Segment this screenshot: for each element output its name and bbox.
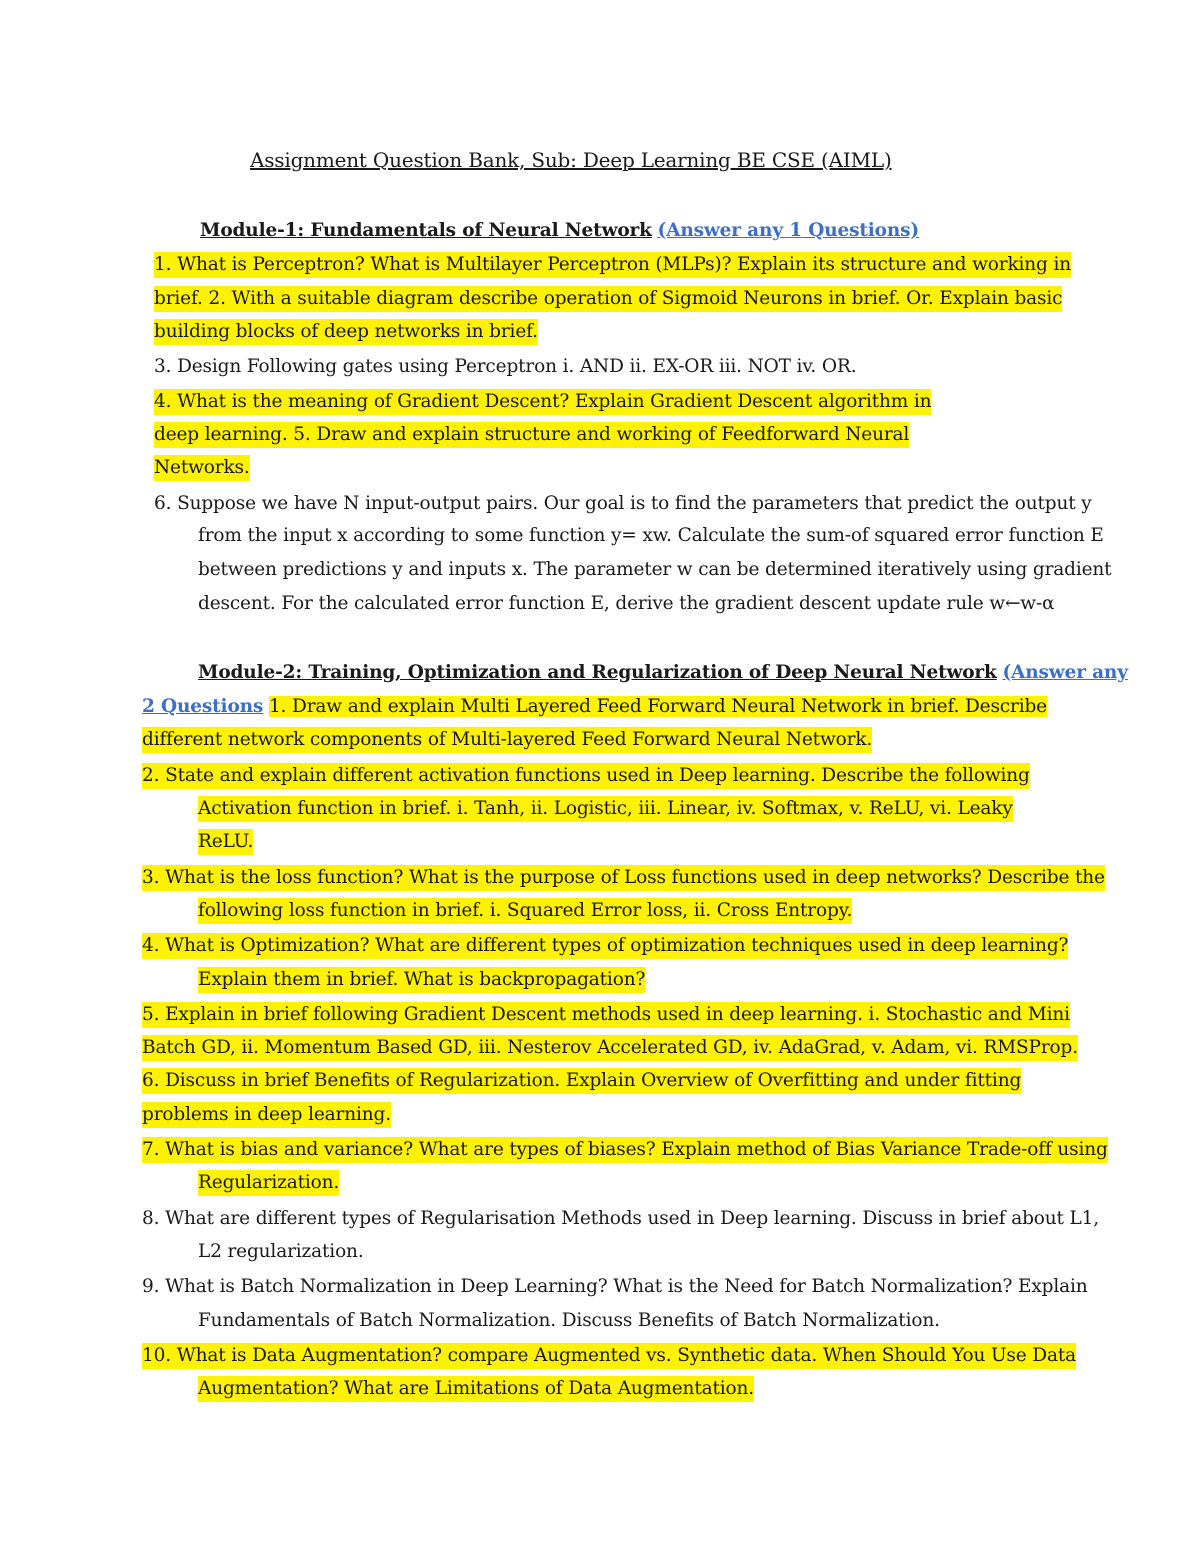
m2-line-11: Batch GD, ii. Momentum Based GD, iii. Nesterov Accelerated GD, iv. AdaGrad, v. Adam, vi. RMSProp. — [142, 1035, 1078, 1061]
module2-instruction-a: (Answer any — [1002, 662, 1128, 683]
m1-line-10: between predictions y and inputs x. The parameter w can be determined iteratively using gradient — [198, 559, 1112, 580]
m1-line-8: 6. Suppose we have N input-output pairs. Our goal is to find the parameters that predict the output y — [154, 493, 1092, 514]
m2-line-15: Regularization. — [198, 1170, 339, 1196]
m2-line-1: 1. Draw and explain Multi Layered Feed Forward Neural Network in brief. Describe — [268, 696, 1047, 717]
m2-line-5: ReLU. — [198, 829, 253, 855]
m2-line-4: Activation function in brief. i. Tanh, ii. Logistic, iii. Linear, iv. Softmax, v. ReLU, vi. Leaky — [198, 796, 1013, 822]
module2-heading-row — [198, 660, 1128, 686]
m2-line-14: 7. What is bias and variance? What are types of biases? Explain method of Bias Variance Trade-off using — [142, 1137, 1108, 1163]
m2-line-13: problems in deep learning. — [142, 1102, 391, 1128]
m2-line-2: different network components of Multi-layered Feed Forward Neural Network. — [142, 727, 872, 753]
m1-line-1: 1. What is Perceptron? What is Multilayer Perceptron (MLPs)? Explain its structure and working in — [154, 252, 1071, 278]
m1-line-6: deep learning. 5. Draw and explain structure and working of Feedforward Neural — [154, 422, 909, 448]
module1-heading: Module-1: Fundamentals of Neural Network — [200, 220, 652, 241]
m2-line-10: 5. Explain in brief following Gradient Descent methods used in deep learning. i. Stochastic and Mini — [142, 1002, 1070, 1028]
m1-line-9: from the input x according to some function y= xw. Calculate the sum-of squared error function E — [198, 525, 1104, 546]
m2-line-3: 2. State and explain different activation functions used in Deep learning. Describe the following — [142, 763, 1030, 789]
m1-line-7: Networks. — [154, 455, 250, 481]
page-title: Assignment Question Bank, Sub: Deep Learning BE CSE (AIML) — [250, 148, 892, 172]
m2-line-20: 10. What is Data Augmentation? compare Augmented vs. Synthetic data. When Should You Use Data — [142, 1343, 1076, 1369]
m2-line-12: 6. Discuss in brief Benefits of Regularization. Explain Overview of Overfitting and under fitting — [142, 1068, 1021, 1094]
m2-line-19: Fundamentals of Batch Normalization. Discuss Benefits of Batch Normalization. — [198, 1310, 940, 1331]
module1-heading-row — [200, 218, 919, 244]
m2-line-7: following loss function in brief. i. Squared Error loss, ii. Cross Entropy. — [198, 898, 852, 924]
m2-line-21: Augmentation? What are Limitations of Data Augmentation. — [198, 1376, 754, 1402]
module2-heading: Module-2: Training, Optimization and Regularization of Deep Neural Network — [198, 662, 997, 683]
m2-line-16: 8. What are different types of Regularisation Methods used in Deep learning. Discuss in brief about L1, — [142, 1208, 1100, 1229]
m1-line-4: 3. Design Following gates using Perceptron i. AND ii. EX-OR iii. NOT iv. OR. — [154, 356, 857, 377]
m2-line-6: 3. What is the loss function? What is the purpose of Loss functions used in deep networks? Describe the — [142, 865, 1105, 891]
m1-line-11: descent. For the calculated error function E, derive the gradient descent update rule w←w-α — [198, 593, 1055, 614]
m2-line-9: Explain them in brief. What is backpropagation? — [198, 967, 645, 993]
m2-line-1-row — [142, 694, 1047, 720]
m2-line-17: L2 regularization. — [198, 1241, 364, 1262]
m1-line-5: 4. What is the meaning of Gradient Descent? Explain Gradient Descent algorithm in — [154, 389, 931, 415]
m2-line-18: 9. What is Batch Normalization in Deep Learning? What is the Need for Batch Normalization? Explain — [142, 1276, 1088, 1297]
m1-line-2: brief. 2. With a suitable diagram describe operation of Sigmoid Neurons in brief. Or. Explain basic — [154, 286, 1062, 312]
m2-line-8: 4. What is Optimization? What are different types of optimization techniques used in deep learning? — [142, 933, 1068, 959]
module1-instruction: (Answer any 1 Questions) — [657, 220, 920, 241]
module2-instruction-b: 2 Questions — [142, 696, 264, 717]
m1-line-3: building blocks of deep networks in brief. — [154, 319, 538, 345]
